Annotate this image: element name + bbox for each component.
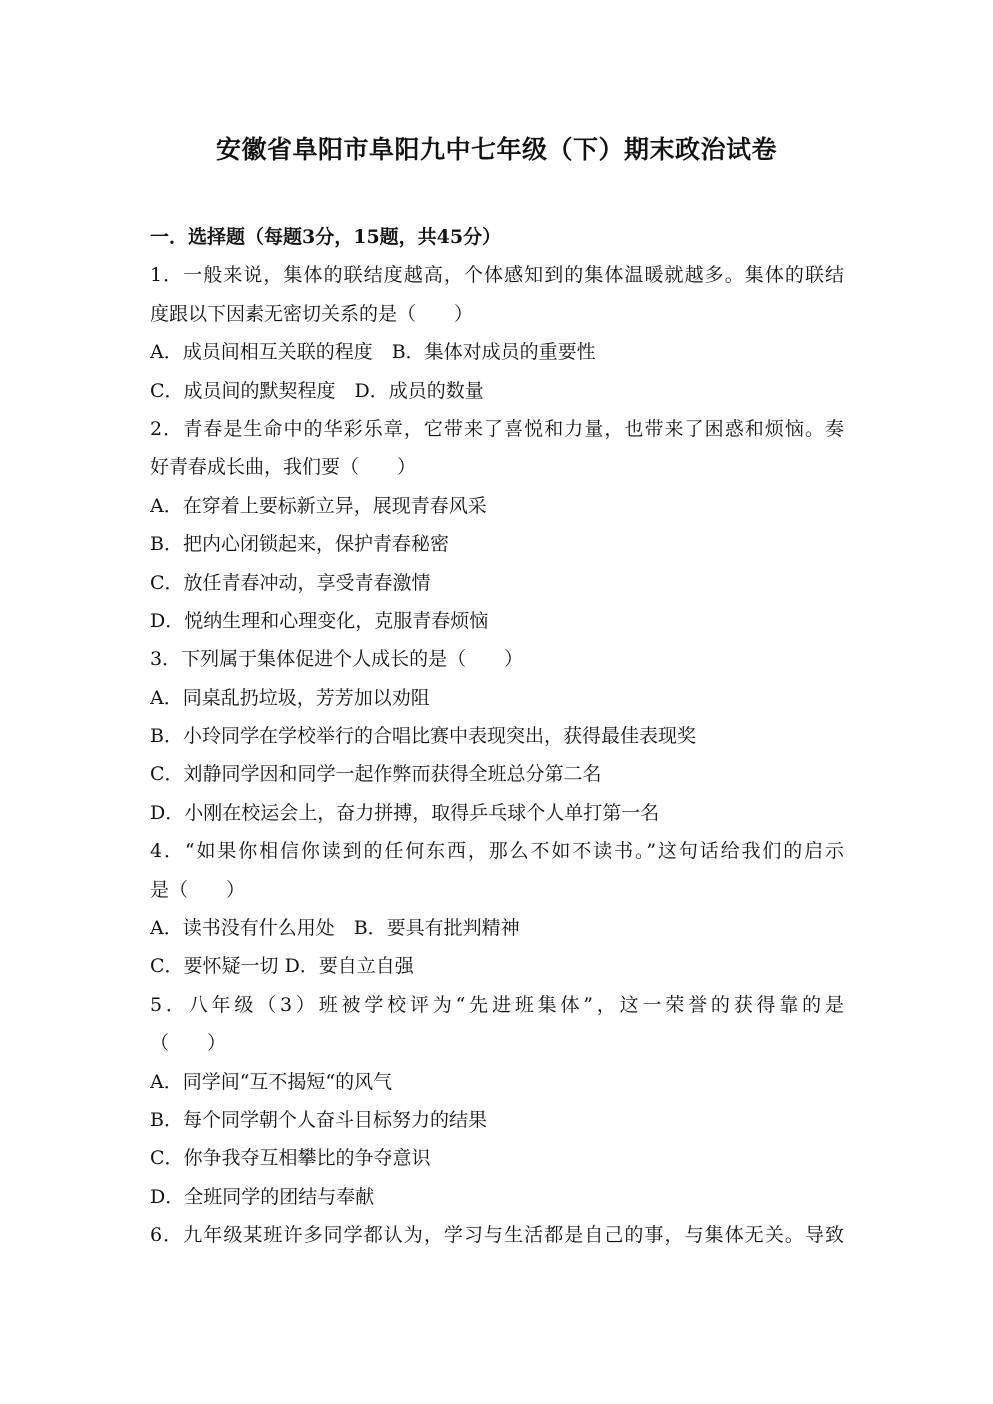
page-title: 安徽省阜阳市阜阳九中七年级（下）期末政治试卷 bbox=[215, 135, 777, 164]
question-3-option-d: D．小刚在校运会上，奋力拼搏，取得乒乓球个人单打第一名 bbox=[150, 801, 660, 824]
question-1-option-line-2: C．成员间的默契程度 D．成员的数量 bbox=[150, 379, 484, 402]
section-heading: 一．选择题（每题3分，15题，共45分） bbox=[150, 226, 502, 248]
question-3-option-c: C．刘静同学因和同学一起作弊而获得全班总分第二名 bbox=[150, 763, 602, 786]
question-2-option-d: D．悦纳生理和心理变化，克服青春烦恼 bbox=[150, 609, 489, 632]
question-3-option-b: B．小玲同学在学校举行的合唱比赛中表现突出，获得最佳表现奖 bbox=[150, 725, 696, 748]
question-4-option-line-1: A．读书没有什么用处 B．要具有批判精神 bbox=[150, 917, 520, 940]
question-2-stem-line-1: 2．青春是生命中的华彩乐章，它带来了喜悦和力量，也带来了困惑和烦恼。奏 bbox=[150, 417, 844, 440]
question-5-stem-line-2: （ ） bbox=[150, 1032, 227, 1055]
question-4-stem-line-1: 4．“如果你相信你读到的任何东西，那么不如不读书。”这句话给我们的启示 bbox=[150, 840, 844, 863]
exam-content bbox=[150, 218, 844, 1255]
question-1-stem-line-1: 1．一般来说，集体的联结度越高，个体感知到的集体温暖就越多。集体的联结 bbox=[150, 264, 844, 287]
question-4-option-line-2: C．要怀疑一切 D．要自立自强 bbox=[150, 955, 414, 978]
question-3-option-a: A．同桌乱扔垃圾，芳芳加以劝阻 bbox=[150, 686, 430, 709]
question-5-option-b: B．每个同学朝个人奋斗目标努力的结果 bbox=[150, 1108, 487, 1131]
question-5-option-a: A．同学间“互不揭短“的风气 bbox=[150, 1070, 393, 1093]
question-3-stem-line-1: 3．下列属于集体促进个人成长的是（ ） bbox=[150, 648, 524, 671]
question-5-option-c: C．你争我夺互相攀比的争夺意识 bbox=[150, 1147, 431, 1170]
question-2-option-c: C．放任青春冲动，享受青春激情 bbox=[150, 571, 431, 594]
question-5-option-d: D．全班同学的团结与奉献 bbox=[150, 1185, 375, 1208]
question-4-stem-line-2: 是（ ） bbox=[150, 878, 246, 901]
question-2-stem-line-2: 好青春成长曲，我们要（ ） bbox=[150, 456, 417, 479]
question-2-option-a: A．在穿着上要标新立异，展现青春风采 bbox=[150, 494, 487, 517]
question-1-stem-line-2: 度跟以下因素无密切关系的是（ ） bbox=[150, 302, 474, 325]
question-2-option-b: B．把内心闭锁起来，保护青春秘密 bbox=[150, 533, 449, 556]
question-5-stem-line-1: 5．八年级（3）班被学校评为“先进班集体”，这一荣誉的获得靠的是 bbox=[150, 993, 844, 1016]
question-6-stem-line-1: 6．九年级某班许多同学都认为，学习与生活都是自己的事，与集体无关。导致 bbox=[150, 1224, 844, 1247]
question-1-option-line-1: A．成员间相互关联的程度 B．集体对成员的重要性 bbox=[150, 341, 596, 364]
